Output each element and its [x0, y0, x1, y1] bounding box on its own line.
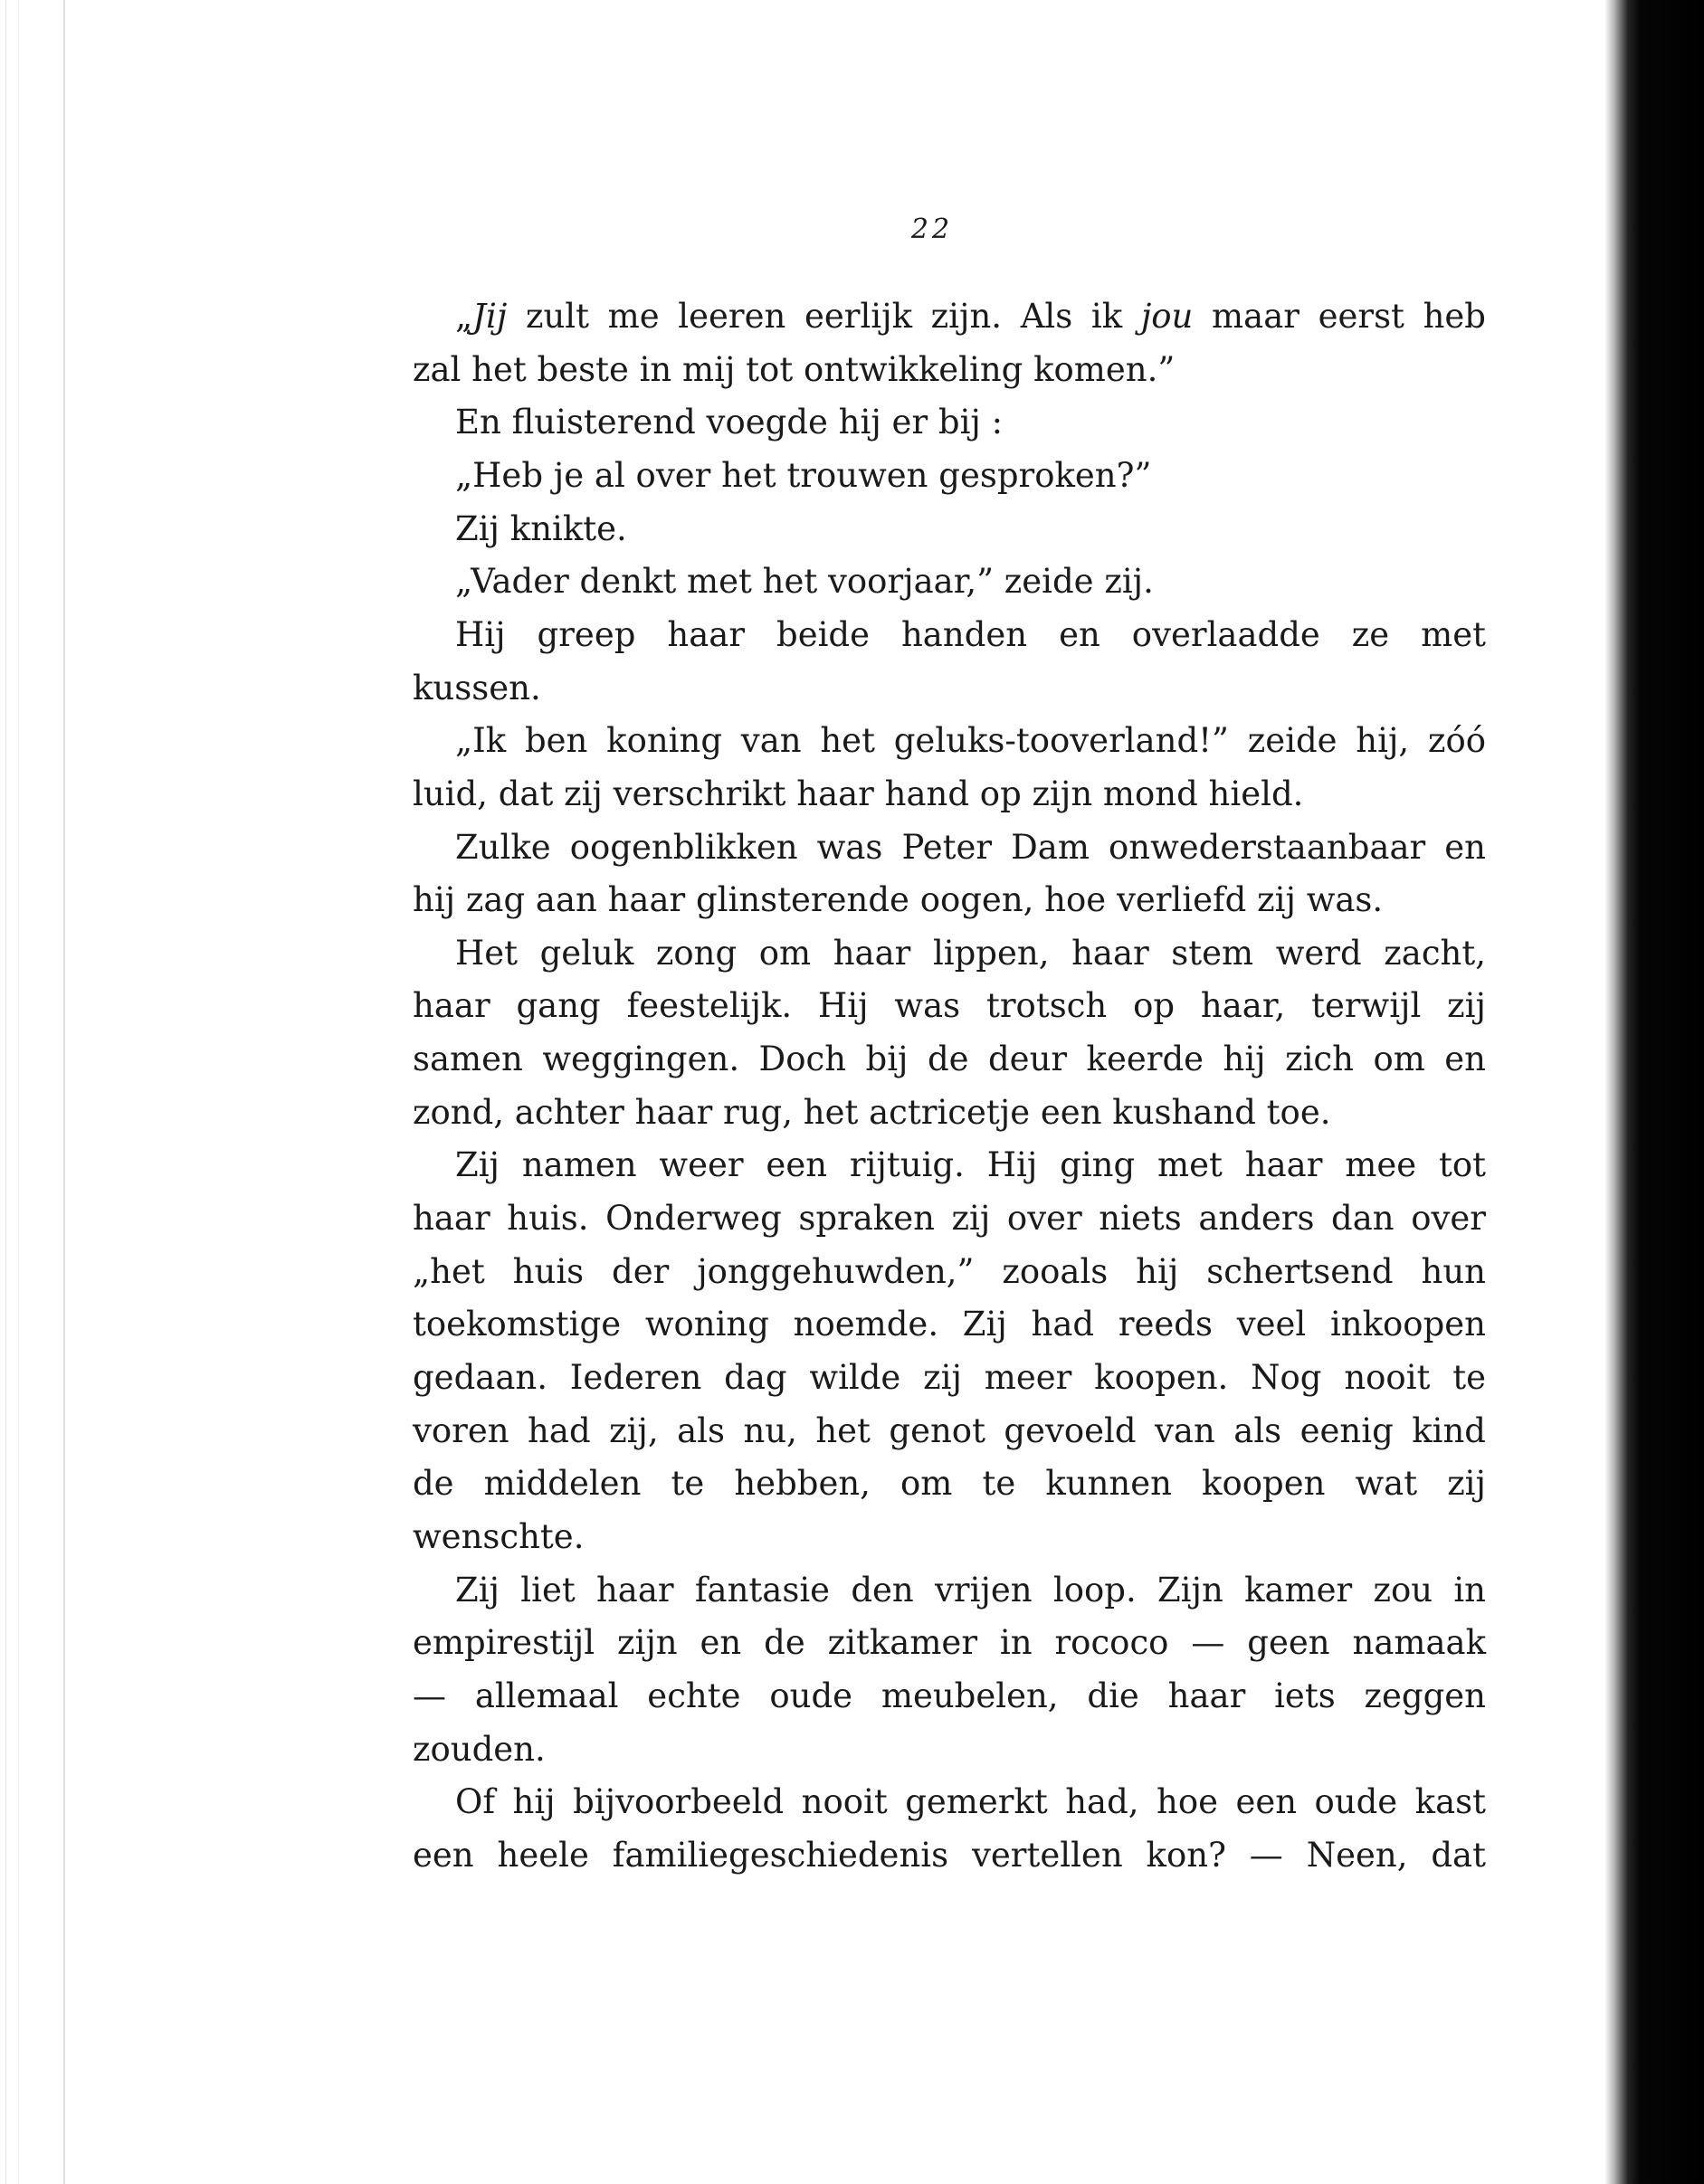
text-line: zouden.: [413, 1729, 546, 1769]
text-line: zond, achter haar rug, het actricetje een kushand toe.: [413, 1092, 1331, 1132]
text-line: Hij greep haar beide handen en overlaadde ze met: [455, 614, 1486, 654]
text-line: Of hij bijvoorbeeld nooit gemerkt had, hoe een oude kast: [455, 1782, 1486, 1822]
text-line: Het geluk zong om haar lippen, haar stem werd zacht,: [455, 933, 1486, 973]
text-segment: maar eerst heb: [1193, 297, 1486, 336]
text-line: „Ik ben koning van het geluks-tooverland!” zeide hij, zóó: [455, 721, 1486, 761]
text-line: wenschte.: [413, 1516, 585, 1556]
text-segment: „: [455, 297, 473, 336]
text-line: de middelen te hebben, om te kunnen koopen wat zij: [413, 1464, 1486, 1504]
text-line: Zij knikte.: [455, 508, 627, 548]
text-line: [455, 290, 1486, 343]
text-line: samen weggingen. Doch bij de deur keerde hij zich om en: [413, 1040, 1486, 1079]
text-line: haar gang feestelijk. Hij was trotsch op haar, terwijl zij: [413, 986, 1486, 1026]
text-line: empirestijl zijn en de zitkamer in rococo — geen namaak: [413, 1623, 1486, 1663]
text-line: toekomstige woning noemde. Zij had reeds veel inkoopen: [413, 1305, 1486, 1344]
scanned-page-binding-shadow: [1604, 0, 1704, 2184]
text-line: gedaan. Iederen dag wilde zij meer koopen. Nog nooit te: [413, 1358, 1486, 1397]
page-number: 22: [910, 214, 954, 245]
text-segment: zult me leeren eerlijk zijn. Als ik: [507, 297, 1141, 336]
text-line: zal het beste in mij tot ontwikkeling komen.”: [413, 349, 1176, 389]
scanned-page-left-edge: [0, 0, 81, 2184]
text-line: En fluisterend voegde hij er bij :: [455, 403, 1004, 442]
text-line: haar huis. Onderweg spraken zij over niets anders dan over: [413, 1199, 1486, 1239]
text-line: Zulke oogenblikken was Peter Dam onwederstaanbaar en: [455, 827, 1486, 867]
text-line: luid, dat zij verschrikt haar hand op zijn mond hield.: [413, 774, 1304, 813]
text-line: voren had zij, als nu, het genot gevoeld van als eenig kind: [413, 1410, 1486, 1450]
italic-text: Jij: [472, 297, 508, 336]
text-line: een heele familiegeschiedenis vertellen kon? — Neen, dat: [413, 1835, 1486, 1875]
text-line: „Heb je al over het trouwen gesproken?”: [455, 455, 1152, 495]
text-line: Zij liet haar fantasie den vrijen loop. Zijn kamer zou in: [455, 1570, 1486, 1610]
text-line: Zij namen weer een rijtuig. Hij ging met haar mee tot: [455, 1145, 1486, 1185]
italic-text: jou: [1140, 297, 1194, 336]
text-line: kussen.: [413, 668, 541, 707]
text-line: „het huis der jonggehuwden,” zooals hij schertsend hun: [413, 1251, 1486, 1291]
text-line: — allemaal echte oude meubelen, die haar iets zeggen: [413, 1676, 1486, 1715]
text-line: „Vader denkt met het voorjaar,” zeide zij.: [455, 562, 1154, 602]
text-line: hij zag aan haar glinsterende oogen, hoe verliefd zij was.: [413, 880, 1384, 920]
